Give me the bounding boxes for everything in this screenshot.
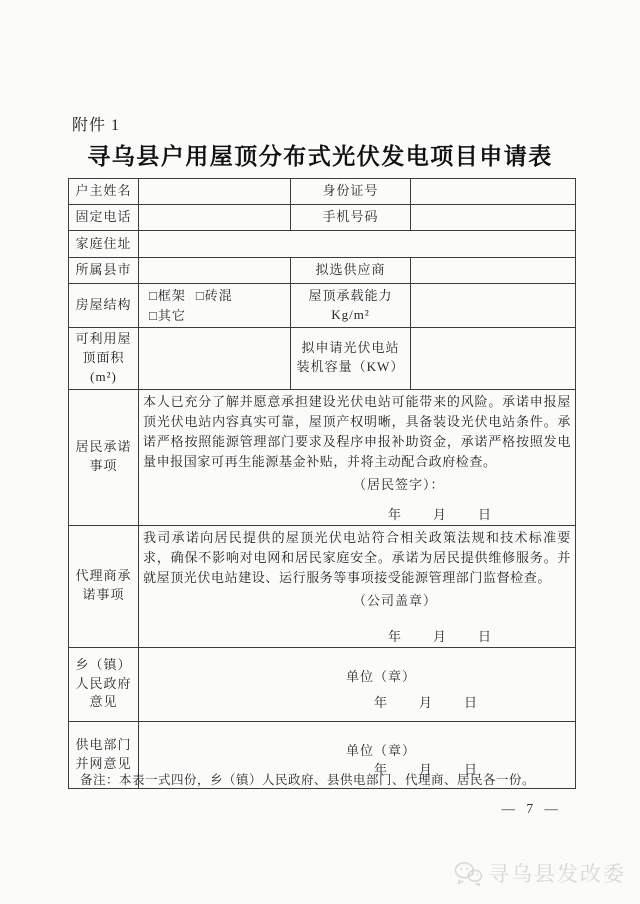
resident-commitment-text: 本人已充分了解并愿意承担建设光伏电站可能带来的风险。承诺申报屋顶光伏电站内容真实可靠，屋顶产权明晰，具备装设光伏电站条件。承诺严格按照能源管理部门要求及程序申报补助资金，承诺严格按照发电量申报国家可再生能源基金补贴，并将主动配合政府检查。 (143, 393, 571, 469)
footer-watermark (453, 858, 626, 888)
table-row-phone (69, 205, 576, 231)
resident-date-label: 年 月 日 (387, 506, 493, 522)
agent-commitment-text: 我司承诺向居民提供的屋顶光伏电站符合相关政策法规和技术标准要求，确保不影响对电网和居民家庭安全。承诺为居民提供维修服务。并就屋顶光伏电站建设、运行服务等事项接受能源管理部门监督检查。 (143, 529, 571, 585)
township-unit-label: 单位（章） (345, 668, 416, 684)
fixed-phone-value-cell (139, 205, 291, 231)
roof-capacity-label: 屋顶承载能力 Kg/m² (291, 284, 411, 328)
agent-date-label: 年 月 日 (387, 628, 493, 644)
table-row-agent-commitment (69, 525, 576, 647)
township-date-label: 年 月 日 (373, 694, 479, 710)
fixed-phone-label: 固定电话 (69, 205, 139, 231)
checkbox-brick: □砖混 (195, 288, 233, 303)
table-row-address (69, 231, 576, 258)
table-row-township-opinion (69, 647, 576, 721)
agent-seal-label: （公司盖章） (353, 592, 438, 608)
mobile-label: 手机号码 (291, 205, 411, 231)
checkbox-frame: □框架 (149, 288, 186, 303)
roof-area-label: 可利用屋顶面积(m²) (69, 328, 139, 390)
resident-commitment-cell (139, 389, 576, 525)
pv-capacity-label: 拟申请光伏电站装机容量（KW） (291, 328, 411, 390)
county-value-cell (139, 258, 291, 284)
page-number: — 7 — (501, 801, 562, 816)
township-opinion-cell (139, 647, 576, 721)
page-title: 寻乌县户用屋顶分布式光伏发电项目申请表 (87, 144, 553, 169)
checkbox-other: □其它 (149, 307, 186, 323)
table-row-resident-commitment (69, 389, 576, 525)
address-value-cell (139, 231, 576, 258)
roof-area-value-cell (139, 328, 291, 390)
application-form-table (68, 178, 576, 789)
footnote (80, 770, 580, 788)
wechat-icon (453, 860, 483, 886)
structure-label: 房屋结构 (69, 284, 139, 328)
footnote-label: 备注： (80, 773, 120, 787)
roof-capacity-value-cell (411, 284, 576, 328)
grid-date-label: 年 月 日 (373, 761, 479, 777)
owner-name-value-cell (139, 179, 291, 205)
footnote-text: 本表一式四份，乡（镇）人民政府、县供电部门、代理商、居民各一份。 (119, 773, 536, 787)
owner-name-label: 户主姓名 (69, 179, 139, 205)
grid-opinion-label: 供电部门并网意见 (69, 721, 139, 788)
id-number-value-cell (411, 179, 576, 205)
grid-unit-label: 单位（章） (345, 742, 416, 758)
structure-options-cell (139, 284, 291, 328)
agent-commitment-cell (139, 525, 576, 647)
county-label: 所属县市 (69, 258, 139, 284)
supplier-value-cell (411, 258, 576, 284)
id-number-label: 身份证号 (291, 179, 411, 205)
table-row-owner (69, 179, 576, 205)
table-row-county (69, 258, 576, 284)
township-opinion-label: 乡（镇）人民政府意见 (69, 647, 139, 721)
table-row-roof-area (69, 328, 576, 390)
supplier-label: 拟选供应商 (291, 258, 411, 284)
agent-commitment-label: 代理商承诺事项 (69, 525, 139, 647)
attachment-label: 附件 1 (72, 117, 121, 134)
watermark-text: 寻乌县发改委 (488, 863, 626, 886)
resident-sign-label: （居民签字）： (353, 477, 445, 493)
pv-capacity-value-cell (411, 328, 576, 390)
mobile-value-cell (411, 205, 576, 231)
table-row-structure (69, 284, 576, 328)
address-label: 家庭住址 (69, 231, 139, 258)
resident-commitment-label: 居民承诺事项 (69, 389, 139, 525)
